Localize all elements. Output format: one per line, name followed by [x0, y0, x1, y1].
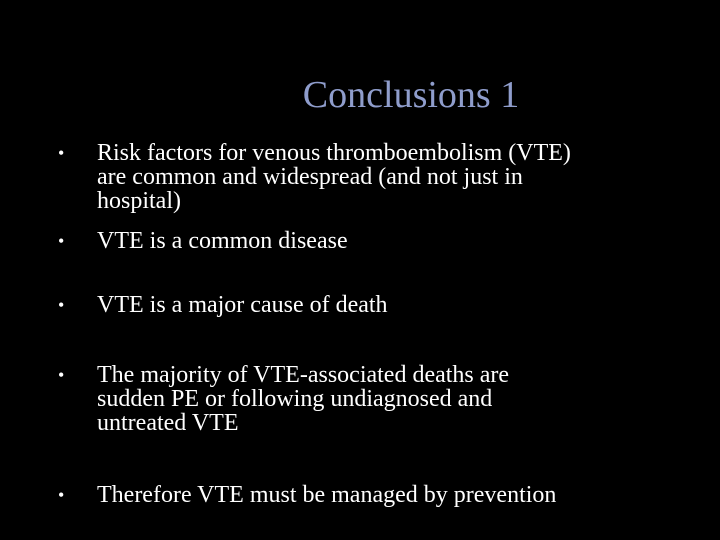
bullet-text: Risk factors for venous thromboembolism (VTE) are common and widespread (and not just in hospital) [97, 140, 571, 214]
bullet-text: VTE is a major cause of death [97, 292, 388, 318]
bullet-dot-icon: • [58, 365, 65, 385]
bullet-item [58, 141, 678, 213]
bullet-text: VTE is a common disease [97, 228, 348, 254]
bullet-item [58, 293, 678, 317]
slide-title: Conclusions 1 [302, 74, 520, 116]
bullet-item [58, 363, 678, 435]
bullet-dot-icon: • [58, 143, 65, 163]
bullet-dot-icon: • [58, 231, 65, 251]
bullet-dot-icon: • [58, 295, 65, 315]
bullet-item [58, 483, 678, 507]
bullet-dot-icon: • [58, 485, 65, 505]
bullet-item [58, 229, 678, 253]
bullet-text: Therefore VTE must be managed by prevention [97, 482, 557, 508]
bullet-text: The majority of VTE-associated deaths are sudden PE or following undiagnosed and untreated VTE [97, 362, 510, 436]
